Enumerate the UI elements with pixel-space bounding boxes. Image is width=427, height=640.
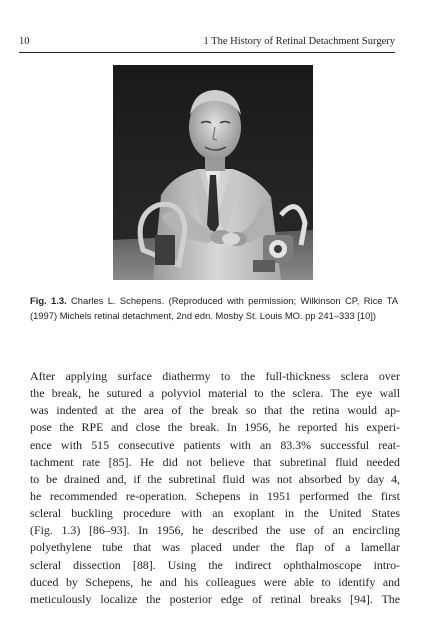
body-line: was indented at the area of the break so that the retina would ap- [30, 403, 400, 418]
body-line: scleral dissection [88]. Using the indirect ophthalmoscope intro- [30, 557, 400, 572]
body-line: duced by Schepens, he and his colleagues were able to identify and [30, 574, 400, 589]
body-line: meticulously localize the posterior edge of retinal breaks [94]. The [30, 591, 400, 606]
body-line: ence with 515 consecutive patients with an 83.3% successful reat- [30, 437, 400, 452]
figure-caption [30, 293, 398, 323]
body-paragraph [30, 368, 400, 608]
body-line: he recommended re-operation. Schepens in 1951 performed the first [30, 488, 400, 503]
figure-caption-label: Fig. 1.3. [30, 295, 67, 306]
body-line: to be drained and, if the subretinal fluid was not absorbed by day 4, [30, 471, 400, 486]
body-line: (Fig. 1.3) [86–93]. In 1956, he described the use of an encircling [30, 523, 400, 538]
body-line: pose the RPE and close the break. In 1956, he reported his experi- [30, 420, 400, 435]
body-line: scleral buckling procedure with an exoplant in the United States [30, 506, 400, 521]
header-rule [19, 52, 395, 53]
body-line: After applying surface diathermy to the full-thickness sclera over [30, 369, 400, 383]
figure-caption-text: Charles L. Schepens. (Reproduced with permission; Wilkinson CP, Rice TA (1997) Michels retinal detachment, 2nd edn. Mosby St. Louis MO. pp 241–333 [10]) [30, 295, 398, 321]
portrait-photograph [113, 65, 313, 280]
body-line: tachment rate [85]. He did not believe that subretinal fluid needed [30, 454, 400, 469]
body-line: polyethylene tube that was placed under the flap of a lamellar [30, 540, 400, 555]
body-line: the break, he sutured a polyviol material to the sclera. The eye wall [30, 386, 400, 401]
page-number: 10 [19, 36, 30, 47]
running-head: 1 The History of Retinal Detachment Surgery [203, 36, 395, 47]
